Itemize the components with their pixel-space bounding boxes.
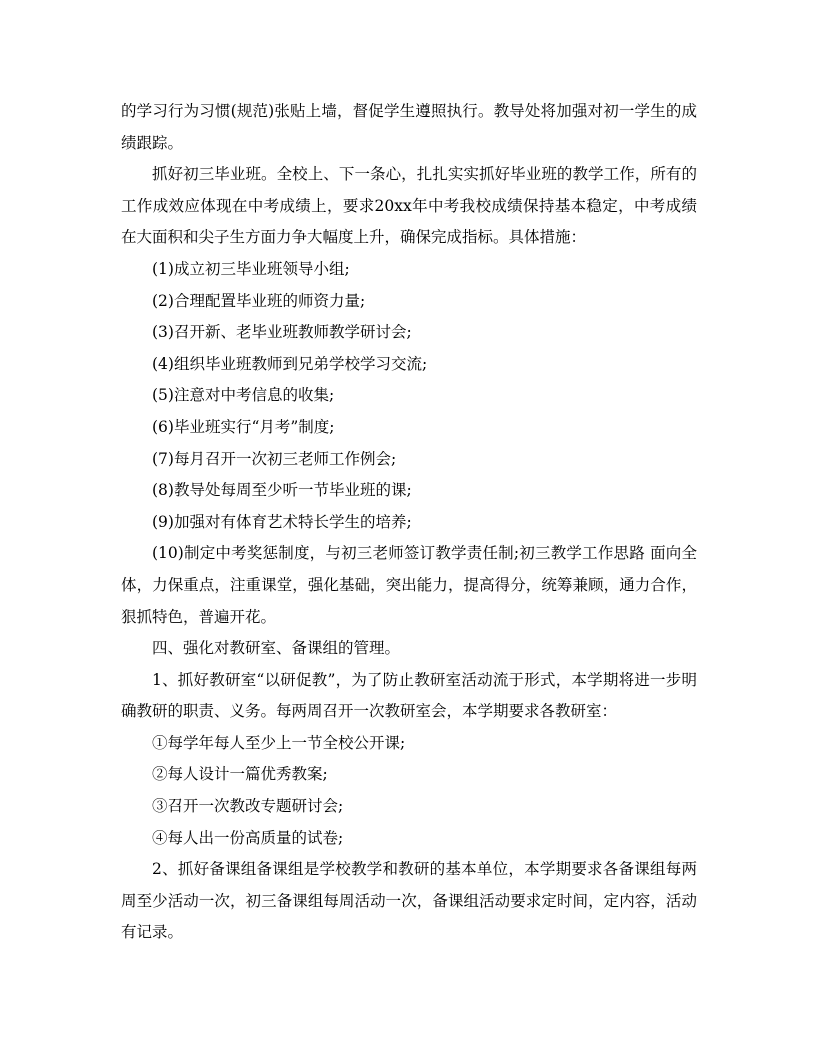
measure-item-9: (9)加强对有体育艺术特长学生的培养; [152,512,412,531]
measure-item-5: (5)注意对中考信息的收集; [152,386,335,405]
measure-item-8: (8)教导处每周至少听一节毕业班的课; [152,481,412,500]
measure-item-2: (2)合理配置毕业班的师资力量; [152,291,366,310]
requirement-item-2: ②每人设计一篇优秀教案; [152,765,328,784]
measure-item-3: (3)召开新、老毕业班教师教学研讨会; [152,323,412,342]
measure-item-1: (1)成立初三毕业班领导小组; [152,259,350,278]
requirement-item-1: ①每学年每人至少上一节全校公开课; [152,733,406,752]
section-heading-4: 四、强化对教研室、备课组的管理。 [152,639,401,658]
measure-item-4: (4)组织毕业班教师到兄弟学校学习交流; [152,354,428,373]
measure-item-6: (6)毕业班实行“月考”制度; [152,417,335,436]
paragraph-1: 的学习行为习惯(规范)张贴上墙，督促学生遵照执行。教导处将加强对初一学生的成绩跟踪。 [121,102,697,152]
measure-item-10: (10)制定中考奖惩制度，与初三老师签订教学责任制;初三教学工作思路 面向全体，力保重点，注重课堂，强化基础，突出能力，提高得分，统筹兼顾，通力合作，狠抓特色，普遍开花。 [121,544,697,626]
paragraph-research-office: 1、抓好教研室“以研促教”，为了防止教研室活动流于形式，本学期将进一步明确教研的职责、义务。每两周召开一次教研室会，本学期要求各教研室： [121,670,697,721]
paragraph-2: 抓好初三毕业班。全校上、下一条心，扎扎实实抓好毕业班的教学工作，所有的工作成效应体现在中考成绩上，要求20xx年中考我校成绩保持基本稳定，中考成绩在大面积和尖子生方面力争大幅度上升，确保完成指标。具体措施： [121,165,697,247]
requirement-item-3: ③召开一次教改专题研讨会; [152,797,344,816]
measure-item-7: (7)每月召开一次初三老师工作例会; [152,449,397,468]
requirement-item-4: ④每人出一份高质量的试卷; [152,828,344,847]
paragraph-lesson-group: 2、抓好备课组备课组是学校教学和教研的基本单位，本学期要求各备课组每两周至少活动一次，初三备课组每周活动一次，备课组活动要求定时间，定内容，活动有记录。 [121,860,697,942]
document-body [121,96,697,949]
